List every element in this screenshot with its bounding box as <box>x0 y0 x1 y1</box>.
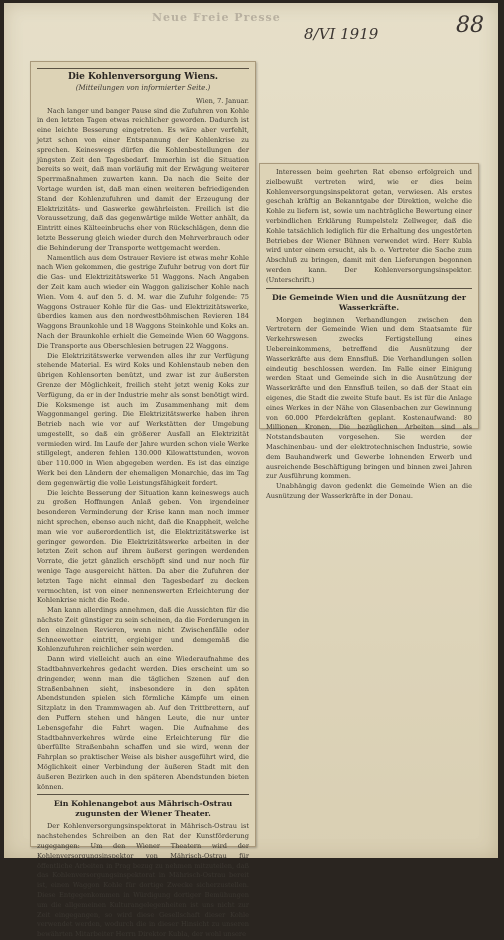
article-paragraph: Man kann allerdings annehmen, daß die Aussichten für die nächste Zeit günstiger zu sein scheinen, da die Forderungen in den einzelnen Revieren, wenn nicht Zwischenfälle oder Schneewetter eintritt, ergiebiger und demgemäß die Kohlenzufuhren reichlicher sein werden. <box>37 606 249 654</box>
section-rule <box>37 794 249 795</box>
handwritten-date: 8/VI 1919 <box>304 25 379 43</box>
article-subheadline: (Mitteilungen von informierter Seite.) <box>75 84 211 92</box>
section-rule <box>266 288 472 289</box>
right-clipping <box>259 163 479 500</box>
top-rule <box>37 68 249 69</box>
section-headline: Die Gemeinde Wien und die Ausnützung der Wasserkräfte. <box>271 292 466 312</box>
article-paragraph: Nach langer und banger Pause sind die Zufuhren von Kohle in den letzten Tagen etwas reichlicher geworden. Dadurch ist eine leichte Besserung eingetreten. Es wäre aber verfehlt, jetzt schon von einer Entspannung der Kohlenkrise zu sprechen. Keineswegs dürfen die Kohlenbestellungen der jüngsten Zeit den Tagesbedarf. Immerhin ist die Situation bereits so weit, daß man vorläufig mit der Erwägung weiterer Sperrmaßnahmen zuwarten kann. Da nach die Seite der Vortage wurden ist, daß man einen weiteren befriedigenden Stand der Kohlenzufuhren und damit der Erzeugung der Elektrizitäts- und Gaswerke gewährleisten. Freilich ist die Voraussetzung, daß das gegenwärtige milde Wetter anhält, da Eintritt eines Kälteeinbruchs eher von Rückschlägen, denn die letzte Besserung gleich wieder durch den Mehrverbrauch oder die Behinderung der Transporte wettgemacht werden. <box>37 106 249 252</box>
section-paragraph: Morgen beginnen Verhandlungen zwischen den Vertretern der Gemeinde Wien und dem Staatsamte für Verkehrswesen zwecks Fertigstellung eines Uebereinkommens, betreffend die Ausnützung der Wasserkräfte aus dem Ennsfluß. Die Verhandlungen sollen eindeutig beschlossen werden. Im Falle einer Einigung werden Staat und Gemeinde sich in die Ausnützung der Wasserkräfte und den Ennsfluß teilen, so daß der Staat ein eigenes, die Stadt die zweite Stufe baut. Es ist für die Anlage eines Werkes in der Nähe von Glasenbachen zur Gewinnung von 60.000 Pferdekräften geplant. Kostenaufwand: 80 Millionen Kronen. Die bezüglichen Arbeiten sind als Notstandsbauten vorgesehen. Sie werden der Maschinenbau- und der elektrotechnischen Industrie, sowie dem Bauhandwerk und Gewerbe lohnenden Erwerb und ausreichende Beschäftigung bringen und binnen zwei Jahren zur Ausführung kommen. <box>266 315 472 481</box>
article-paragraph: Dann wird vielleicht auch an eine Wiederaufnahme des Stadtbahnverkehres gedacht werden. Dies erscheint um so dringender, wenn man die täglichen Szenen auf den Straßenbahnen sieht, insbesondere in den späten Abendstunden spielen sich förmliche Kämpfe um einen Sitzplatz in den Trammwagen ab. Auf den Trittbrettern, auf den Puffern stehen und hängen Leute, die nur unter Lebensgefahr die Fahrt wagen. Die Aufnahme des Stadtbahnverkehres würde eine Erleichterung für die überfüllte Straßenbahn schaffen und sie wird, wenn der Fahrplan so praktischer Weise als bisher ausgeführt wird, die Möglichkeit einer Verbindung der äußeren Stadt mit den äußeren Bezirken auch in den späteren Abendstunden bieten können. <box>37 655 249 791</box>
page-number: 88 <box>456 13 484 38</box>
archive-card <box>4 3 498 939</box>
closing-paragraph: Unabhängig davon gedenkt die Gemeinde Wien an die Ausnützung der Wasserkräfte in der Donau. <box>266 482 472 500</box>
article-headline: Die Kohlenversorgung Wiens. <box>67 72 219 82</box>
newspaper-name: Neue Freie Presse <box>152 11 281 24</box>
article-paragraph: Namentlich aus dem Ostrauer Reviere ist etwas mehr Kohle nach Wien gekommen, die gestrige Zufuhr betrug von dort für die Gas- und Elektrizitätswerke 51 Waggons. Nach Angaben der Zeit kam auch wieder ein Waggon galizischer Kohle nach Wien. Vom 4. auf den 5. d. M. war die Zufuhr folgende: 75 Waggons Ostrauer Kohle für die Gas- und Elektrizitätswerke, überdies kamen aus den nordwestböhmischen Revieren 184 Waggons Braunkohle und 18 Waggons Steinkohle und Koks an. Nach der Braunkohle erhielt die Gemeinde Wien 60 Waggons. Die Transporte aus Oberschlesien betrugen 22 Waggons. <box>37 253 249 350</box>
continued-paragraph: Interessen beim geehrten Rat ebenso erfolgreich und zielbewußt vertreten wird, wie er dies beim Kohlenversorgungsinspektorat getan, verwiesen. Als erstes geschah kräftig an Bekanntgabe der Direktion, welche die Kohle zu liefern ist, sowie um nachträgliche Bewertung einer verbindlichen Erklärung Rumpelstelz Zellweger, daß die Kohle tatsächlich lediglich für die Erhaltung des ungestörten Betriebes der Wiener Bühnen verwendet wird. Herr Kubla wird unter einem ersucht, als b. o. Vertreter die Sache zum Abschluß zu bringen, damit mit den Lieferungen begonnen werden kann. Der Kohlenversorgungsinspektor. (Unterschrift.) <box>266 168 472 284</box>
section-paragraph: Der Kohlenversorgungsinspektorat in Mährisch-Ostrau ist nachstehendes Schreiben an den Rat der Kunstförderung zugegangen: Um den Wiener Theatern wird der Kohlenversorgungsinspektor von Mährisch-Ostrau für öffentliche Arbeiten in Prag bezug zu nehmen mitzuteilen, daß das Kohlenversorgungsinspektorat in Mährisch-Ostrau bereit ist, einen Waggon Kohle für dortige Zwecke sicherzustellen. Diese Entgegenkommen in Würdigung dortiger Bemühungen um die allgemeinen Kulturangelegenheiten ist uns nicht zur Zeit eingegangen, so wird diese Gesellschaft dieser Kohle verwendet werden, wodurch die in dieser Hinsicht zu unseren bewährten Mitarbeiter Herrn Direktor Kubla, der wohl unsere <box>37 822 249 939</box>
article-dateline: Wien, 7. Januar. <box>195 96 249 105</box>
article-paragraph: Die Elektrizitätswerke verwenden alles ihr zur Verfügung stehende Material. Es wird Koks und Kohlenstaub neben den übrigen Kohlensorten benützt, und zwar ist zur äußersten Grenze der Möglichkeit, freilich steht jetzt wenig Koks zur Verfügung, da er in der Industrie mehr als sonst benötigt wird. Die Koksmenge ist auch im Zusammenhang mit dem Waggonmangel gering. Die Elektrizitätswerke haben ihren Betrieb nach wie vor auf Werkstätten der Umgebung umgestellt, so daß ein größerer Ausfall an Elektrizität vermieden wird. Im Laufe der Jahre wurden schon viele Werke stillgelegt, anderen fehlen 130.000 Kilowattstunden, wovon über 110.000 in Wien abgegeben werden. Es ist das einzige Werk bei den Ländern der ehemaligen Monarchie, das im Tag dem gegenwärtig die volle Leistungsfähigkeit fordert. <box>37 351 249 487</box>
article-paragraph: Die leichte Besserung der Situation kann keineswegs auch zu großen Hoffnungen Anlaß geben. Von irgendeiner besonderen Verminderung der Krise kann man noch immer nicht sprechen, ebenso auch nicht, daß die Knappheit, welche man wie vor außerordentlich ist, die Elektrizitätswerke ist geringer geworden. Die Elektrizitätswerke arbeiten in der letzten Zeit schon auf ihrem äußerst geringen werdenden Vorrate, die jetzt gänzlich erschöpft sind und nur noch für wenige Tage ausgereicht hätten. Da aber die Zufuhren der letzten Tage nicht einmal den Tagesbedarf zu decken vermochten, ist von einer nennenswerten Erleichterung der Kohlenkrise nicht die Rede. <box>37 488 249 605</box>
section-headline: Ein Kohlenangebot aus Mährisch-Ostrau zugunsten der Wiener Theater. <box>53 799 233 819</box>
left-clipping <box>30 61 256 939</box>
